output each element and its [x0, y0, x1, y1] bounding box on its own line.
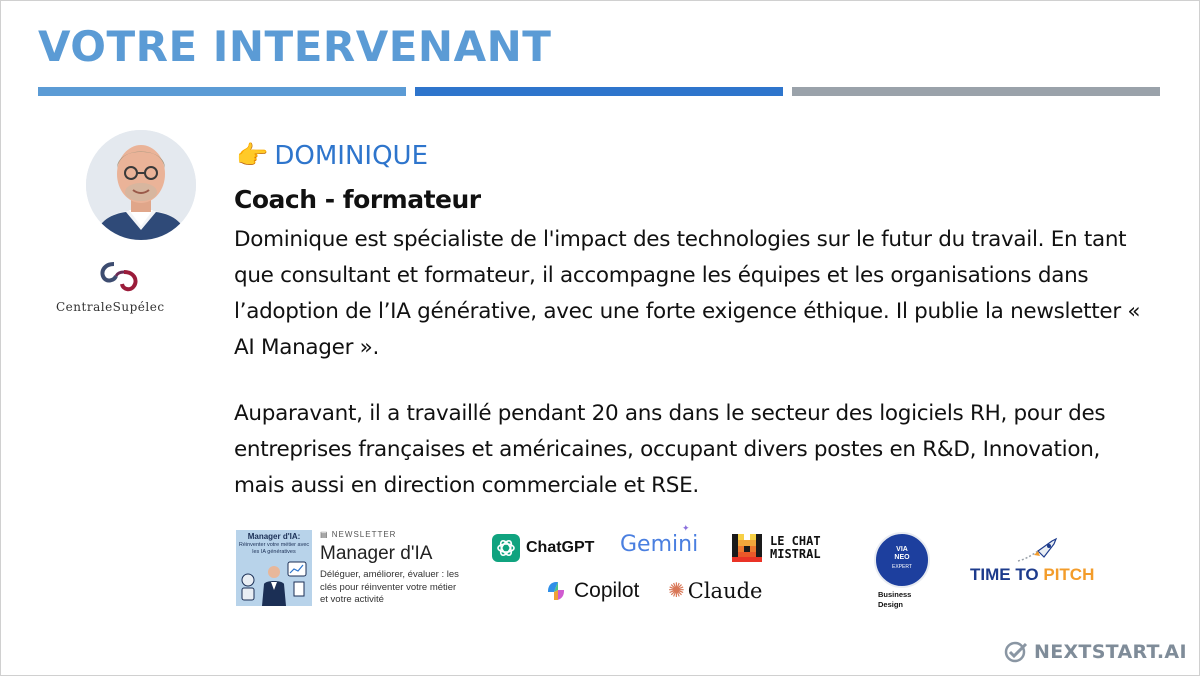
newsletter-cover-image	[236, 530, 312, 606]
copilot-icon	[544, 579, 568, 603]
rocket-icon	[1016, 537, 1062, 563]
vianeo-caption: Business Design	[878, 590, 912, 609]
sparkle-icon: ✦	[682, 524, 690, 534]
speaker-role: Coach - formateur	[234, 185, 481, 214]
mistral-icon	[732, 534, 762, 562]
nextstart-brand	[1004, 641, 1187, 663]
title-underline-segment-1	[38, 87, 406, 96]
copilot-label: Copilot	[574, 579, 640, 602]
speaker-name-row	[236, 140, 428, 171]
newsletter-description: Déléguer, améliorer, évaluer : les clés pour réinventer votre métier et votre activité	[320, 569, 459, 605]
vianeo-line-2: NEO	[894, 554, 910, 561]
openai-icon	[492, 534, 520, 562]
chatgpt-label: ChatGPT	[526, 539, 595, 556]
copilot-logo	[544, 579, 639, 603]
claude-star-icon: ✺	[668, 580, 685, 602]
gemini-logo	[620, 524, 699, 557]
pointing-hand-icon: 👉	[236, 140, 269, 170]
ttp-accent-text: PITCH	[1043, 565, 1095, 584]
ttp-main-text: TIME TO	[970, 565, 1044, 584]
mistral-label: LE CHAT MISTRAL	[770, 534, 821, 561]
school-name: CentraleSupélec	[56, 300, 165, 314]
nextstart-check-icon	[1004, 641, 1028, 663]
speaker-name: DOMINIQUE	[274, 140, 429, 171]
manager-illustration-icon	[236, 530, 312, 606]
vianeo-expert-badge	[874, 532, 930, 588]
person-portrait-icon	[86, 130, 196, 240]
newsletter-title: Manager d'IA	[320, 543, 433, 564]
mistral-logo	[732, 534, 821, 562]
claude-label: Claude	[687, 578, 763, 603]
chatgpt-logo	[492, 534, 594, 562]
gemini-label: Gemini	[620, 532, 699, 557]
newsletter-icon: ▤	[320, 530, 332, 539]
slide-title: VOTRE INTERVENANT	[38, 22, 552, 71]
bio-paragraph-2: Auparavant, il a travaillé pendant 20 ans dans le secteur des logiciels RH, pour des entreprises françaises et américaines, occupant divers postes en R&D, Innovation, mais aussi en direction commerciale et RSE.	[234, 401, 1106, 498]
nextstart-label: NEXTSTART.AI	[1034, 641, 1187, 663]
speaker-photo	[86, 130, 196, 240]
newsletter-cover-title: Manager d'IA:	[247, 532, 301, 541]
newsletter-cover-subtitle: Réinventer votre métier avec les IA génératives	[238, 542, 310, 555]
bio-paragraph-1: Dominique est spécialiste de l'impact des technologies sur le futur du travail. En tant que consultant et formateur, il accompagne les équipes et les organisations dans l’adoption de l’IA générative, avec une forte exigence éthique. Il publie la newsletter « AI Manager ».	[234, 227, 1141, 360]
time-to-pitch-logo	[970, 565, 1094, 585]
title-underline-segment-2	[415, 87, 783, 96]
title-underline-segment-3	[792, 87, 1160, 96]
centralesupelec-logo-icon	[96, 258, 146, 298]
vianeo-line-1: VIA	[896, 546, 908, 553]
claude-logo	[668, 578, 762, 603]
newsletter-kicker: ▤ NEWSLETTER	[320, 530, 397, 539]
vianeo-line-3: EXPERT	[892, 564, 912, 570]
